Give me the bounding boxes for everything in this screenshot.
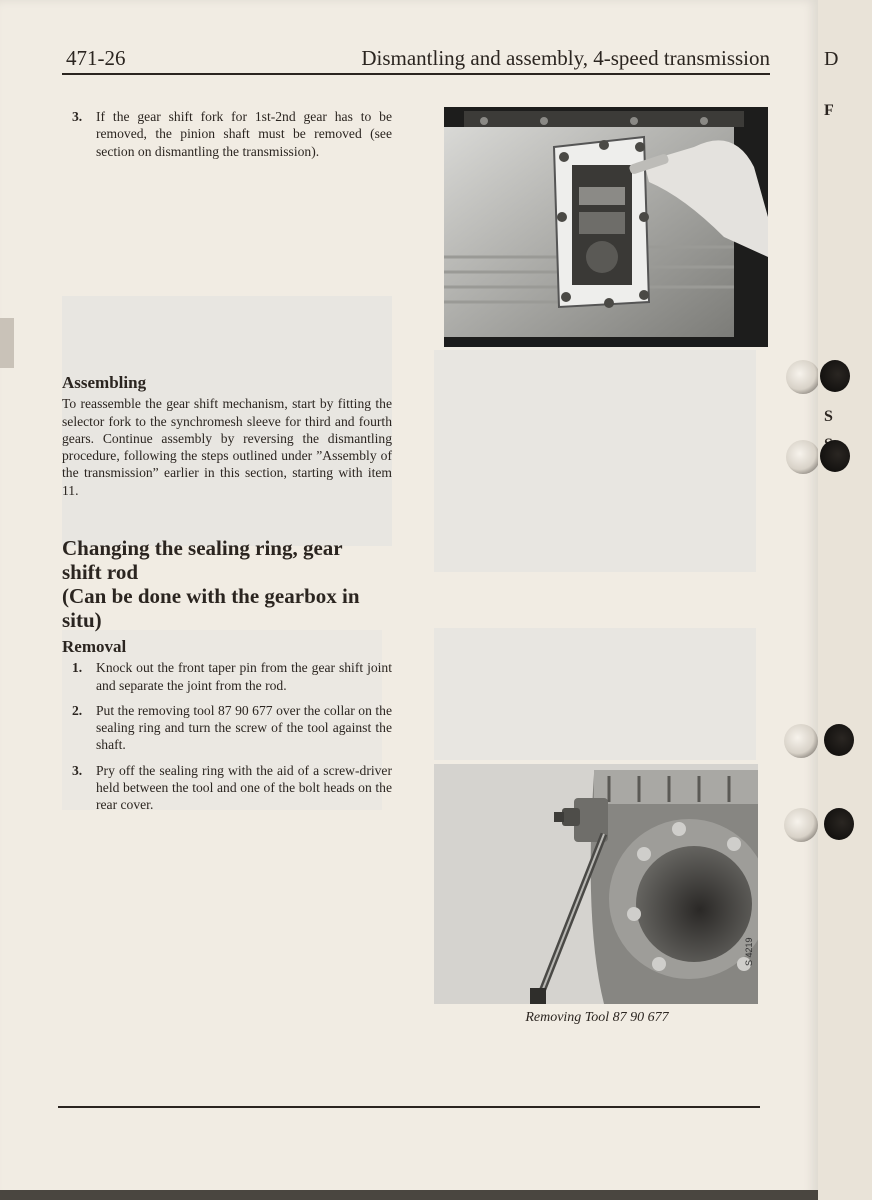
page-number: 471-26: [66, 46, 126, 70]
removing-tool-illustration: [434, 764, 758, 1004]
bleed-through-area: [434, 350, 756, 572]
removal-heading: Removal: [62, 637, 127, 656]
step-text: Put the removing tool 87 90 677 over the collar on the sealing ring and turn the screw of the tool against the shaft.: [96, 702, 392, 753]
title-line: Changing the sealing ring, gear: [62, 536, 343, 560]
removing-tool-photo: [434, 764, 758, 1004]
figure-reference: S 4219: [744, 937, 754, 966]
step-text: Pry off the sealing ring with the aid of a screw-driver held between the tool and one of the bolt heads on the rear cover.: [96, 762, 392, 813]
gearbox-photo-top: [444, 107, 768, 347]
sealing-ring-section: [62, 536, 392, 822]
list-item: [62, 659, 392, 694]
punch-hole: [784, 808, 818, 842]
header-rule: [62, 73, 770, 75]
step-text: If the gear shift fork for 1st-2nd gear has to be removed, the pinion shaft must be removed (see section on dismantling the transmission).: [96, 109, 392, 159]
punch-hole: [820, 440, 850, 472]
next-page-edge: [818, 0, 872, 1200]
figure-caption: Removing Tool 87 90 677: [525, 1010, 669, 1025]
punch-hole: [786, 360, 820, 394]
list-item: [62, 762, 392, 814]
title-line: (Can be done with the gearbox in: [62, 584, 360, 608]
title-line: situ): [62, 608, 102, 632]
punch-hole: [820, 360, 850, 392]
section-title: [62, 536, 392, 632]
punch-hole: [824, 808, 854, 840]
step-number: 2.: [72, 702, 83, 718]
next-page-letter: D: [824, 48, 839, 70]
gearbox-illustration: [444, 107, 768, 347]
list-item: [62, 702, 392, 754]
bleed-through-area: [434, 628, 756, 760]
punch-hole: [784, 724, 818, 758]
footer-rule: [58, 1106, 760, 1108]
step-3-block: [62, 108, 392, 168]
punch-hole: [786, 440, 820, 474]
page-edge-tab: [0, 318, 14, 368]
title-line: shift rod: [62, 560, 139, 584]
page-header: [62, 44, 770, 74]
step-number: 3.: [72, 762, 83, 778]
section-heading: Assembling: [62, 373, 147, 392]
step-text: Knock out the front taper pin from the gear shift joint and separate the joint from the rod.: [96, 660, 392, 693]
step-number: 3.: [72, 109, 83, 124]
punch-hole: [824, 724, 854, 756]
page-bottom-edge: [0, 1190, 818, 1200]
page-title: Dismantling and assembly, 4-speed transmission: [361, 46, 770, 70]
assembling-section: [62, 374, 392, 499]
section-body: To reassemble the gear shift mechanism, start by fitting the selector fork to the synchromesh sleeve for third and fourth gears. Continue assembly by reversing the dismantling procedure, following the steps outlined under ”Assembly of the transmission” earlier in this section, starting with item 11.: [62, 396, 392, 498]
next-page-letter: S: [824, 408, 833, 425]
step-number: 1.: [72, 660, 83, 676]
list-item: [62, 108, 392, 160]
next-page-letter: F: [824, 102, 834, 119]
